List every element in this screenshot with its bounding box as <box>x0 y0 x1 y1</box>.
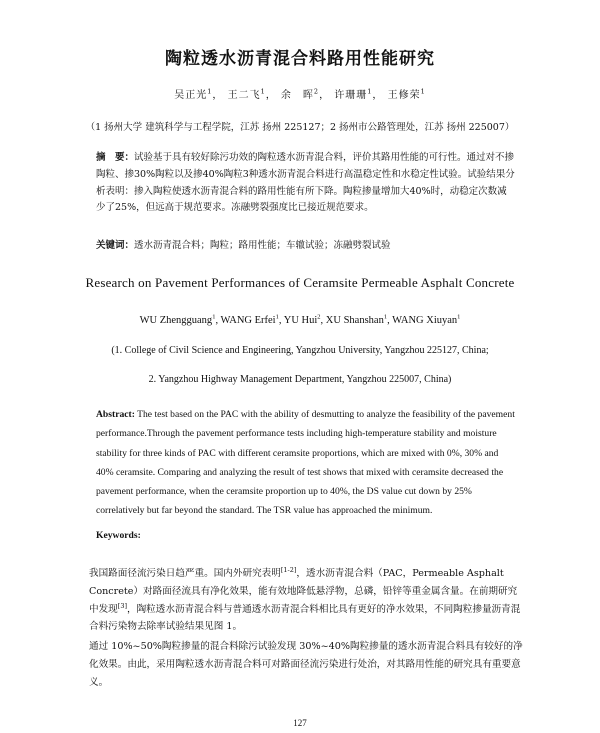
english-abstract <box>96 405 516 521</box>
body-text <box>89 565 523 694</box>
chinese-keywords <box>96 237 516 251</box>
author: WANG Erfei$^1$ <box>220 313 279 326</box>
author: 王修荣$^1$ <box>387 87 426 101</box>
english-title: Research on Pavement Performances of Ceramsite Permeable Asphalt Concrete <box>85 275 515 290</box>
abstract-label: 摘 要： <box>96 152 135 163</box>
keywords-text: 透水沥青混合料；陶粒；路用性能；车辙试验；冻融劈裂试验 <box>134 240 391 251</box>
keywords-label: 关键词： <box>96 240 135 251</box>
author: 余 晖$^2$ <box>280 87 320 101</box>
english-keywords-label: Keywords: <box>96 530 141 541</box>
author: WU Zhengguang$^1$ <box>139 313 216 326</box>
abstract-text: 试验基于具有较好除污功效的陶粒透水沥青混合料，评价其路用性能的可行性。通过对不掺陶粒、掺30%陶粒以及掺40%陶粒3种透水沥青混合料进行高温稳定性和水稳定性试验。试验结果分析表明：掺入陶粒使透水沥青混合料的路用性能有所下降。陶粒掺量增加大40%时，动稳定次数减少了25%，但远高于规范要求。冻融劈裂强度比已接近规范要求。 <box>96 152 515 214</box>
chinese-title: 陶粒透水沥青混合料路用性能研究 <box>165 49 435 69</box>
body-paragraph: 我国路面径流污染日趋严重。国内外研究表明[1-2]，透水沥青混合料（PAC，Permeable Asphalt Concrete）对路面径流具有净化效果，能有效地降低悬浮物，总磷，铅锌等重金属含量。在前期研究中发现[3]，陶粒透水沥青混合料与普通透水沥青混合料相比具有更好的净水效果，不同陶粒掺量沥青混合料污染物去除率试验结果见图 1。 <box>89 565 521 633</box>
author: WANG Xiuyan$^1$ <box>392 313 461 326</box>
abstract-text: The test based on the PAC with the ability of desmutting to analyze the feasibility of the pavement performance.Through the pavement performance tests including high-temperature stability and moisture stability for three kinds of PAC with different ceramsite proportions, which are mixed with 0%, 30% and 40% ceramsite. Comparing and analyzing the result of test shows that mixed with ceramsite decreased the pavement performance, when the ceramsite proportion up to 40%, the DS value cut down by 25% correlatively but far beyond the standard. The TSR value has approached the minimum. <box>96 409 515 517</box>
page-number: 127 <box>293 718 307 728</box>
abstract-label: Abstract: <box>96 409 135 420</box>
author: YU Hui$^2$ <box>283 313 321 326</box>
author: XU Shanshan$^1$ <box>325 313 388 326</box>
body-paragraph: 通过 10%~50%陶粒掺量的混合料除污试验发现 30%~40%陶粒掺量的透水沥青混合料具有较好的净化效果。由此，采用陶粒透水沥青混合料可对路面径流污染进行处治，对其路用性能的研究具有重要意义。 <box>89 641 523 688</box>
english-authors: WU Zhengguang$^1$, WANG Erfei$^1$, YU Hui$^2$, XU Shanshan$^1$, WANG Xiuyan$^1$ <box>139 313 461 326</box>
citation: [1-2] <box>280 565 297 574</box>
author: 吴正光$^1$ <box>174 87 213 101</box>
english-affiliation-1: (1. College of Civil Science and Engineering, Yangzhou University, Yangzhou 225127, China; <box>111 345 489 356</box>
author: 许珊珊$^1$ <box>334 87 373 101</box>
chinese-abstract <box>96 150 516 217</box>
chinese-authors: 吴正光$^1$， 王二飞$^1$， 余 晖$^2$， 许珊珊$^1$， 王修荣$^1$ <box>174 87 426 101</box>
citation: [3] <box>117 601 127 610</box>
author: 王二飞$^1$ <box>227 87 266 101</box>
english-affiliation-2: 2. Yangzhou Highway Management Department, Yangzhou 225007, China) <box>148 374 452 385</box>
chinese-affiliation: （1 扬州大学 建筑科学与工程学院，江苏 扬州 225127；2 扬州市公路管理处，江苏 扬州 225007） <box>85 122 515 133</box>
